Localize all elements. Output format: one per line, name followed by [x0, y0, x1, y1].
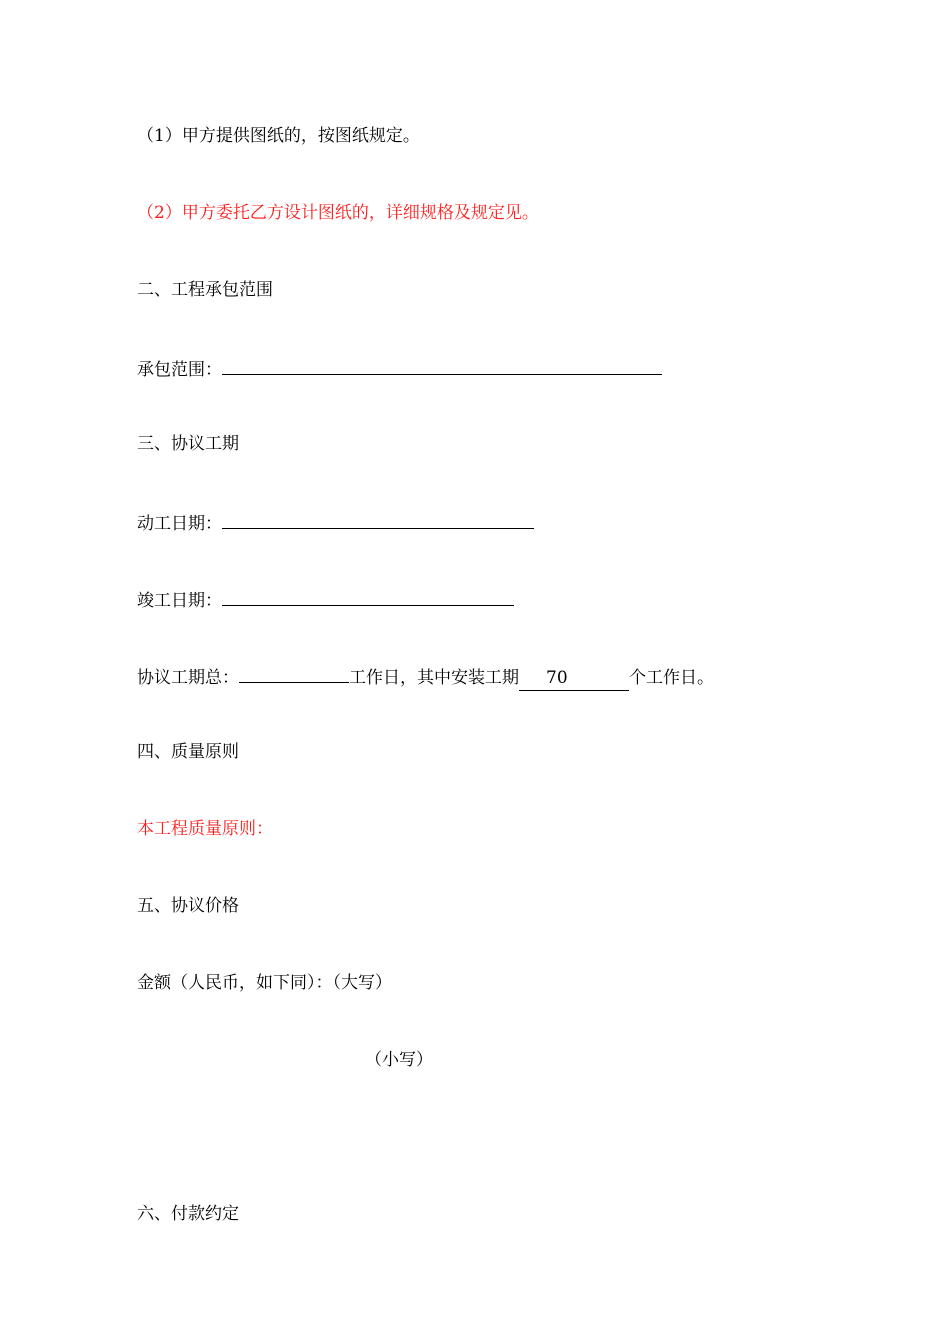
install-days-value[interactable]: 70	[519, 666, 629, 691]
finish-date-blank[interactable]	[222, 586, 514, 606]
period-mid: 工作日，其中安装工期	[349, 668, 519, 688]
total-days-blank[interactable]	[239, 663, 349, 683]
scope-label: 承包范围：	[137, 360, 222, 380]
clause-item-2: （2）甲方委托乙方设计图纸的，详细规格及规定见。	[137, 203, 539, 223]
section-heading-scope: 二、工程承包范围	[137, 280, 273, 300]
amount-capital-label: 金额（人民币，如下同）：（大写）	[137, 973, 392, 993]
section-heading-period: 三、协议工期	[137, 434, 239, 454]
finish-date-label: 竣工日期：	[137, 591, 222, 611]
finish-date-row	[137, 586, 514, 613]
quality-label: 本工程质量原则：	[137, 819, 273, 839]
amount-small-label: （小写）	[365, 1050, 433, 1070]
section-heading-quality: 四、质量原则	[137, 742, 239, 762]
scope-row	[137, 355, 662, 382]
start-date-row	[137, 509, 534, 536]
start-date-blank[interactable]	[222, 509, 534, 529]
section-heading-price: 五、协议价格	[137, 896, 239, 916]
start-date-label: 动工日期：	[137, 514, 222, 534]
period-suffix: 个工作日。	[629, 668, 714, 688]
clause-item-1: （1）甲方提供图纸的，按图纸规定。	[137, 126, 420, 146]
period-row	[137, 663, 714, 691]
section-heading-payment: 六、付款约定	[137, 1204, 239, 1224]
period-prefix: 协议工期总：	[137, 668, 239, 688]
scope-blank[interactable]	[222, 355, 662, 375]
